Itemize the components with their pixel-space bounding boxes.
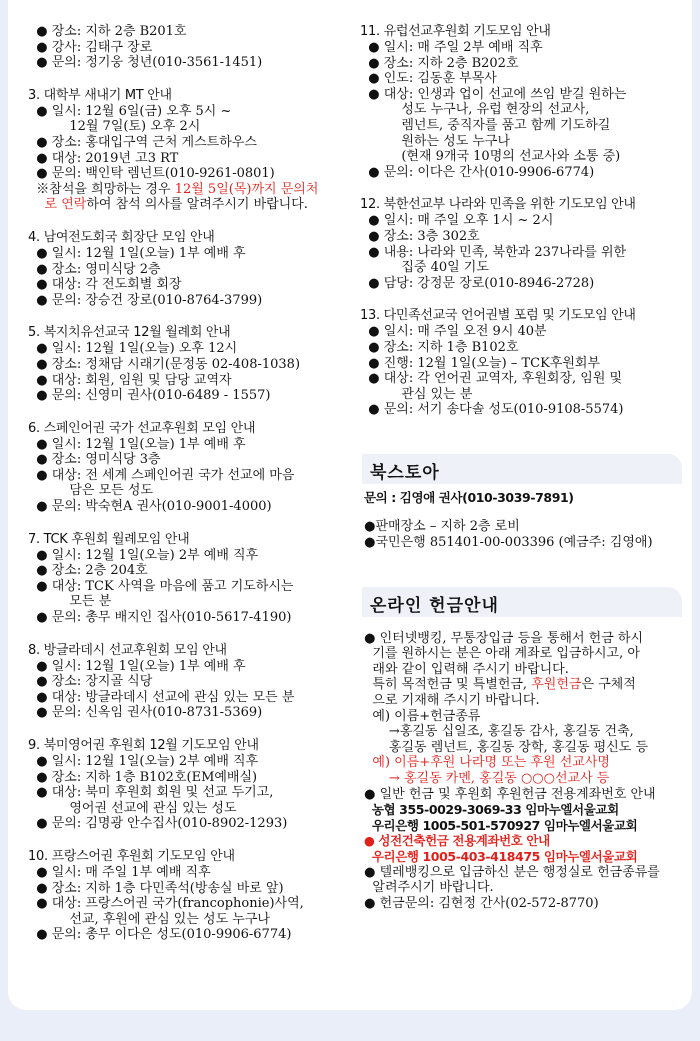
text-span: 특히 목적헌금 및 특별헌금, (360, 677, 532, 693)
section-header-bar (362, 454, 682, 484)
notice-line: ● 대상: 2019년 고3 RT (28, 150, 179, 166)
notice-heading: 9. 북미영어권 후원회 12월 기도모임 안내 (28, 738, 259, 753)
spacer (28, 71, 348, 88)
notice-line: ● 장소: 홍대입구역 근처 게스트하우스 (28, 134, 257, 150)
notice-heading: 11. 유럽선교후원회 기도모임 안내 (360, 24, 551, 39)
notice-line: 렘넌트, 중직자를 품고 함께 기도하길 (360, 117, 611, 133)
notice-line: ● 대상: 방글라데시 선교에 관심 있는 모든 분 (28, 689, 295, 705)
notice-heading: 8. 방글라데시 선교후원회 모임 안내 (28, 642, 227, 658)
notice-line: 래와 같이 입력해 주시기 바랍니다. (360, 661, 569, 677)
spacer (28, 515, 348, 532)
notice-line: ● 장소: 지하 1층 다민족석(방송실 바로 앞) (28, 880, 284, 896)
notice-line: ● 일시: 12월 1일(오늘) 2부 예배 직후 (28, 547, 259, 563)
highlight-text: 로 연락 (44, 197, 87, 213)
notice-line: →홍길동 십일조, 홍길동 감사, 홍길동 건축, (360, 724, 634, 740)
notice-line: ● 일시: 12월 1일(오늘) 1부 예배 후 (28, 436, 246, 452)
notice-heading: 6. 스페인어권 국가 선교후원회 모임 안내 (28, 420, 256, 436)
notice-line: ● 일시: 매 주일 2부 예배 직후 (360, 40, 543, 55)
notice-line: ● 문의: 박숙현A 권사(010-9001-4000) (28, 499, 272, 515)
notice-line: 영어권 선교에 관심 있는 성도 (28, 800, 237, 816)
right-column (360, 24, 690, 911)
notice-line: ● 일시: 매 주일 오후 1시 ~ 2시 (360, 213, 554, 229)
notice-line: (현재 9개국 10명의 선교사와 소통 중) (360, 149, 621, 165)
notice-line: ● 헌금문의: 김현정 간사(02-572-8770) (360, 895, 599, 911)
notice-line: ● 대상: 인생과 업이 선교에 쓰임 받길 원하는 (360, 86, 627, 102)
notice-line: 관심 있는 분 (360, 386, 473, 402)
notice-line: ● 인터넷뱅킹, 무통장입금 등을 통해서 헌금 하시 (360, 630, 644, 646)
notice-line: 12월 7일(토) 오후 2시 (28, 119, 201, 135)
notice-line: ● 장소: 장지골 식당 (28, 674, 153, 690)
text-span: 하여 참석 의사를 알려주시기 바랍니다. (86, 197, 308, 213)
notice-line: 알려주시기 바랍니다. (360, 880, 494, 896)
notice-heading: 10. 프랑스어권 후원회 기도모임 안내 (28, 848, 235, 864)
notice-line: ● 장소: 3층 302호 (360, 228, 480, 244)
notice-line: ● 담당: 강정문 장로(010-8946-2728) (360, 275, 595, 291)
notice-line: ● 문의: 총무 이다은 성도(010-9906-6774) (28, 927, 292, 943)
text-span: 은 구체적 (581, 677, 636, 693)
notice-heading: 13. 다민족선교국 언어권별 포럼 및 기도모임 안내 (360, 308, 636, 324)
notice-heading: 7. TCK 후원회 월례모임 안내 (28, 531, 190, 547)
notice-line: ● 문의: 신영미 권사(010-6489 - 1557) (28, 388, 271, 404)
account-line: 문의 : 김영애 권사(010-3039-7891) (360, 489, 574, 505)
notice-line: ● 일시: 12월 1일(오늘) 1부 예배 후 (28, 658, 246, 674)
notice-line: ● 장소: 지하 2층 B201호 (28, 24, 187, 39)
notice-line: → 홍길동 카멘, 홍길동 ○○○선교사 등 (360, 771, 610, 786)
notice-line: 예) 이름+헌금종류 (360, 708, 481, 724)
notice-line: ● 문의: 정기웅 청년(010-3561-1451) (28, 55, 263, 71)
highlight-text: 12월 5일(목)까지 문의처 (174, 181, 319, 197)
notice-line: ● 대상: TCK 사역을 마음에 품고 기도하시는 (28, 578, 294, 594)
account-line: 우리은행 1005-501-570927 임마누엘서울교회 (360, 817, 638, 833)
notice-line: 집중 40일 기도 (360, 260, 489, 276)
notice-line: ● 일시: 매 주일 1부 예배 직후 (28, 864, 211, 880)
spacer (360, 291, 690, 308)
notice-line: 기를 원하시는 분은 아래 계좌로 입금하시고, 아 (360, 646, 640, 662)
spacer (360, 551, 690, 587)
notice-line (28, 182, 348, 198)
notice-line: ● 대상: 각 전도회별 회장 (28, 277, 182, 293)
spacer (360, 505, 690, 519)
notice-line: ● 문의: 서기 송다솔 성도(010-9108-5574) (360, 402, 624, 418)
notice-line: ● 문의: 백인탁 렘넌트(010-9261-0801) (28, 166, 275, 182)
notice-line: ● 일시: 12월 6일(금) 오후 5시 ~ (28, 103, 232, 119)
spacer (360, 418, 690, 454)
account-line: ● 성전건축헌금 전용계좌번호 안내 (360, 833, 550, 849)
notice-line: 담은 모든 성도 (28, 483, 153, 499)
spacer (28, 308, 348, 325)
notice-line: ●국민은행 851401-00-003396 (예금주: 김영애) (360, 535, 653, 551)
spacer (28, 213, 348, 230)
notice-line: 성도 누구나, 유럽 현장의 선교사, (360, 102, 590, 118)
notice-heading: 3. 대학부 새내기 MT 안내 (28, 87, 172, 103)
notice-line: ● 장소: 2층 204호 (28, 563, 148, 579)
notice-line: ● 대상: 각 언어권 교역자, 후원회장, 임원 및 (360, 371, 623, 387)
notice-line: ● 장소: 정채담 시래기(문정동 02-408-1038) (28, 356, 301, 372)
notice-line: ● 일시: 12월 1일(오늘) 1부 예배 후 (28, 245, 246, 261)
notice-line: 원하는 성도 누구나 (360, 133, 511, 149)
highlight-text: 후원헌금 (531, 677, 582, 693)
notice-line: ● 대상: 회원, 임원 및 담당 교역자 (28, 372, 232, 388)
notice-line: ● 일시: 12월 1일(오늘) 2부 예배 직후 (28, 754, 259, 769)
notice-line: ● 장소: 지하 2층 B202호 (360, 55, 519, 71)
notice-line: ● 일반 헌금 및 후원회 후원헌금 전용계좌번호 안내 (360, 786, 656, 802)
notice-line: 선교, 후원에 관심 있는 성도 누구나 (28, 911, 270, 927)
notice-line: 으로 기재해 주시기 바랍니다. (360, 693, 540, 709)
spacer (28, 404, 348, 421)
text-span (28, 197, 45, 212)
notice-line: ● 문의: 총무 배지인 집사(010-5617-4190) (28, 610, 292, 626)
notice-heading: 5. 복지치유선교국 12월 월례회 안내 (28, 325, 231, 341)
notice-line: 모든 분 (28, 594, 112, 610)
left-column (28, 24, 348, 943)
text-span: ※참석을 희망하는 경우 (28, 181, 175, 197)
bulletin-page (8, 0, 692, 1010)
section-header-bar (362, 587, 682, 617)
notice-line: 예) 이름+후원 나라명 또는 후원 선교사명 (360, 755, 610, 771)
notice-line: ● 문의: 장승건 장로(010-8764-3799) (28, 292, 263, 308)
spacer (28, 721, 348, 738)
spacer (28, 626, 348, 643)
spacer (360, 180, 690, 197)
notice-line: ● 텔레뱅킹으로 입금하신 분은 행정실로 헌금종류를 (360, 864, 660, 880)
notice-line: ● 대상: 전 세계 스페인어권 국가 선교에 마음 (28, 467, 295, 483)
account-line: 우리은행 1005-403-418475 임마누엘서울교회 (360, 848, 638, 864)
notice-line: ● 대상: 프랑스어권 국가(francophonie)사역, (28, 896, 304, 912)
notice-heading: 12. 북한선교부 나라와 민족을 위한 기도모임 안내 (360, 197, 636, 213)
notice-line: ● 강사: 김태구 장로 (28, 39, 153, 55)
notice-line: ● 장소: 영미식당 2층 (28, 261, 161, 277)
notice-line: ● 문의: 김명광 안수집사(010-8902-1293) (28, 816, 288, 832)
notice-line: ● 장소: 지하 1층 B102호 (360, 339, 519, 355)
notice-line: 홍길동 렘넌트, 홍길동 장학, 홍길동 평신도 등 (360, 739, 649, 755)
notice-line: ●판매장소 – 지하 2층 로비 (360, 519, 520, 535)
notice-line: ● 일시: 12월 1일(오늘) 오후 12시 (28, 341, 238, 357)
notice-line: ● 대상: 북미 후원회 회원 및 선교 두기고, (28, 785, 274, 801)
notice-line: ● 인도: 김동훈 부목사 (360, 71, 497, 87)
notice-line: ● 진행: 12월 1일(오늘) – TCK후원회부 (360, 355, 601, 371)
notice-line: ● 일시: 매 주일 오전 9시 40분 (360, 324, 547, 340)
spacer (360, 623, 690, 631)
section-title: 북스토아 (370, 462, 440, 483)
notice-heading: 4. 남여전도회국 회장단 모임 안내 (28, 229, 215, 245)
notice-line: ● 장소: 영미식당 3층 (28, 452, 161, 468)
section-title: 온라인 헌금안내 (370, 595, 499, 616)
notice-line: ● 장소: 지하 1층 B102호(EM예배실) (28, 769, 258, 785)
notice-line (28, 197, 348, 213)
notice-line (360, 677, 690, 693)
notice-line: ● 문의: 이다은 간사(010-9906-6774) (360, 164, 595, 180)
notice-line: ● 내용: 나라와 민족, 북한과 237나라를 위한 (360, 244, 627, 260)
spacer (28, 832, 348, 849)
notice-line: ● 문의: 신옥임 권사(010-8731-5369) (28, 705, 263, 721)
account-line: 농협 355-0029-3069-33 임마누엘서울교회 (360, 802, 619, 818)
